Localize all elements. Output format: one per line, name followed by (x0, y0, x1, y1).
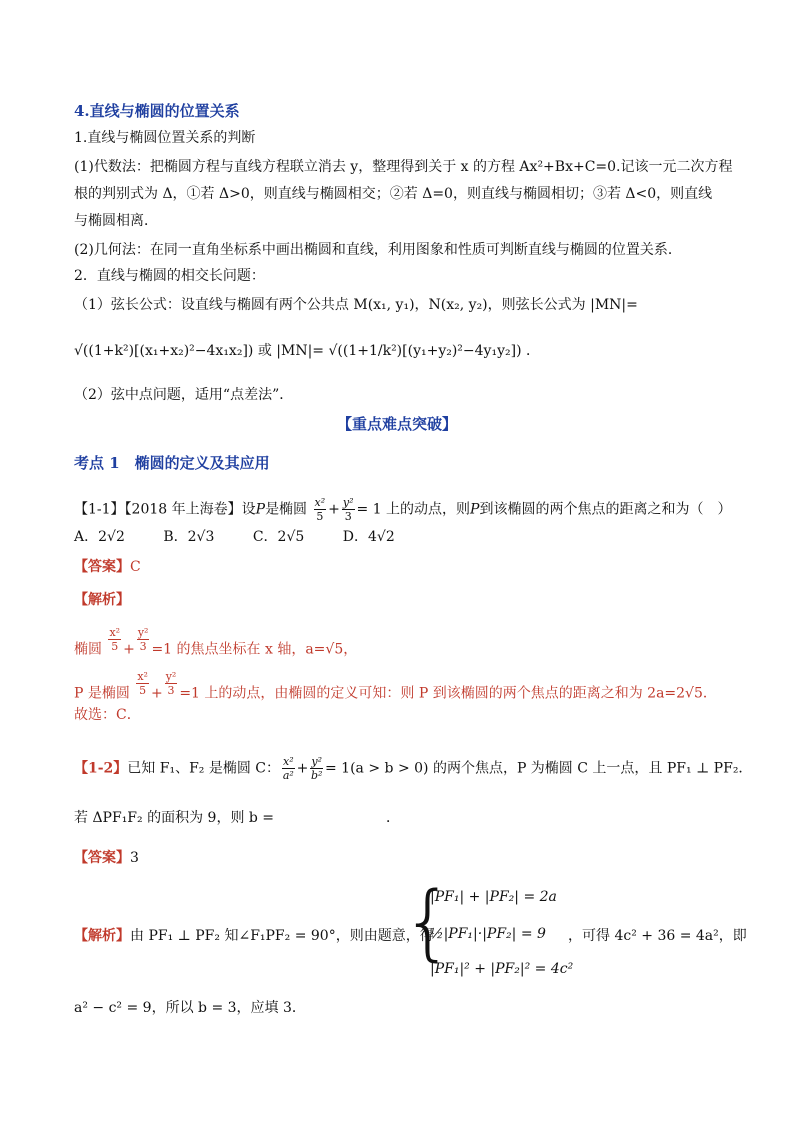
q2-analysis-line-1 (74, 926, 434, 946)
q1-stem: 【1-1】【2018 年上海卷】设P是椭圆 $\frac{\text{x²}}{5}$ + $\frac{\text{y²}}{3}$ = 1 上的动点，则P到该椭圆的两个焦点的距离之和为（ ） (74, 496, 732, 523)
algebra-method-line-2: 根的判别式为 Δ，①若 Δ>0，则直线与椭圆相交；②若 Δ=0，则直线与椭圆相切；③若 Δ<0，则直线 (74, 186, 713, 202)
chord-formula-line-2 (74, 341, 540, 361)
algebra-method-line-3: 与椭圆相离． (74, 213, 158, 229)
key-points-banner: 【重点难点突破】 (336, 415, 457, 433)
q1-analysis-line-1: 椭圆 $\frac{\text{x²}}{5}$ + $\frac{\text{y²}}{3}$ =1 的焦点坐标在 x 轴，a=√5， (74, 626, 358, 658)
q1-option-a-label: A． (74, 529, 99, 545)
q1-option-b-label: B． (163, 529, 188, 545)
q2-frac-y: $\frac{\text{y²}}{\text{b²}}$ (310, 755, 323, 782)
q2-stem-a: 已知 F₁、F₂ 是椭圆 C： (127, 760, 281, 777)
q1-option-b: 2√3 (187, 529, 215, 545)
q1-var-p-2: P (470, 501, 480, 518)
q1-a1-post: =1 的焦点坐标在 x 轴，a=√5， (151, 641, 358, 658)
q1-analysis-line-2: P 是椭圆 $\frac{\text{x²}}{5}$ + $\frac{\text{y²}}{3}$ =1 上的动点，由椭圆的定义可知：则 P 到该椭圆的两个焦点的距离之和为 2a=2√5． (74, 670, 717, 702)
q1-var-p: P (255, 501, 266, 518)
chord-formula-or: 或 |MN|= (257, 343, 325, 359)
q2-analysis-a: 由 PF₁ ⊥ PF₂ 知∠F₁PF₂ = 90°，则由题意，得 (130, 928, 434, 944)
q1-options (74, 527, 395, 547)
q1-stem-d: 到该椭圆的两个焦点的距离之和为（ ） (479, 501, 732, 518)
q1-stem-a: 设 (241, 501, 256, 518)
chord-formula-end: ． (525, 343, 540, 359)
chord-formula-line-1: （1）弦长公式：设直线与椭圆有两个公共点 M(x₁, y₁)，N(x₂, y₂)，则弦长公式为 |MN|= (74, 297, 638, 313)
q2-answer-value: 3 (130, 850, 139, 866)
q1-frac-y: $\frac{\text{y²}}{3}$ (342, 496, 354, 523)
q1-option-d-label: D． (342, 529, 368, 545)
q1-answer-label: 【答案】 (74, 559, 130, 575)
q1-tag: 【1-1】 (74, 501, 125, 518)
q2-stem-line-2: 若 ΔPF₁F₂ 的面积为 9，则 b = ． (74, 810, 401, 826)
equation-system-row-2: ½|PF₁|·|PF₂| = 9 (430, 926, 546, 942)
chord-formula-x: √((1+k²)[(x₁+x₂)²−4x₁x₂]) (74, 343, 254, 359)
q1-eq-rest: = 1 (356, 501, 382, 518)
kaodian-heading: 考点 1 椭圆的定义及其应用 (74, 454, 270, 472)
q1-a2-frac-x: $\frac{\text{x²}}{5}$ (137, 670, 148, 697)
q1-answer (74, 557, 141, 577)
algebra-method-line-1: (1)代数法：把椭圆方程与直线方程联立消去 y，整理得到关于 x 的方程 Ax²+Bx+C=0.记该一元二次方程 (74, 159, 733, 175)
midpoint-problem: （2）弦中点问题，适用“点差法”． (74, 387, 294, 403)
q2-stem-line-1: 【1-2】已知 F₁、F₂ 是椭圆 C： $\frac{\text{x²}}{\text{a²}}$ + $\frac{\text{y²}}{\text{b²}}$ = 1(a > b > 0) 的两个焦点，P 为椭圆 C 上一点，且 PF₁ ⊥ PF₂． (74, 755, 753, 782)
chord-formula-y: √((1+1/k²)[(y₁+y₂)²−4y₁y₂]) (328, 343, 522, 359)
q1-a1-frac-y: $\frac{\text{y²}}{3}$ (137, 626, 149, 653)
q1-option-c: 2√5 (277, 529, 305, 545)
q1-analysis-line-3: 故选：C． (74, 707, 141, 723)
q1-a1-pre: 椭圆 (74, 641, 102, 658)
q2-tag: 【1-2】 (74, 760, 128, 777)
q1-analysis-label: 【解析】 (74, 592, 130, 608)
geometry-method: (2)几何法：在同一直角坐标系中画出椭圆和直线，利用图象和性质可判断直线与椭圆的位置关系． (74, 242, 682, 258)
q2-frac-x: $\frac{\text{x²}}{\text{a²}}$ (282, 755, 294, 782)
equation-system-row-3: |PF₁|² + |PF₂|² = 4c² (430, 961, 574, 977)
q1-a2-pre: P 是椭圆 (74, 685, 130, 702)
q1-a2-frac-y: $\frac{\text{y²}}{3}$ (165, 670, 177, 697)
equation-system-brace: { (402, 875, 455, 970)
q1-stem-b: 是椭圆 (265, 501, 308, 518)
q2-answer-label: 【答案】 (74, 850, 130, 866)
q1-frac-x: $\frac{\text{x²}}{5}$ (314, 496, 326, 523)
q2-answer (74, 848, 139, 868)
section-title: 4.直线与椭圆的位置关系 (74, 102, 240, 120)
q2-stem-b: = 1(a > b > 0) 的两个焦点，P 为椭圆 C 上一点，且 PF₁ ⊥ PF₂． (325, 760, 753, 777)
equation-system-row-1: |PF₁| + |PF₂| = 2a (430, 889, 557, 905)
item-1-heading: 1.直线与椭圆位置关系的判断 (74, 130, 256, 146)
q1-answer-value: C (130, 559, 141, 575)
q1-a2-post: =1 上的动点，由椭圆的定义可知：则 P 到该椭圆的两个焦点的距离之和为 2a=2√5． (179, 685, 717, 702)
q1-option-a: 2√2 (98, 529, 125, 545)
q1-stem-c: 上的动点，则 (386, 501, 471, 518)
q1-a1-frac-x: $\frac{\text{x²}}{5}$ (109, 626, 121, 653)
q1-option-d: 4√2 (367, 529, 395, 545)
q2-analysis-line-1-end: ，可得 4c² + 36 = 4a²，即 (568, 928, 747, 944)
q1-source: 【2018 年上海卷】 (124, 501, 242, 518)
q1-option-c-label: C． (252, 529, 278, 545)
item-2-heading: 2．直线与椭圆的相交长问题： (74, 268, 265, 284)
q2-analysis-line-2: a² − c² = 9，所以 b = 3，应填 3． (74, 1000, 306, 1016)
q2-analysis-label: 【解析】 (74, 928, 130, 944)
